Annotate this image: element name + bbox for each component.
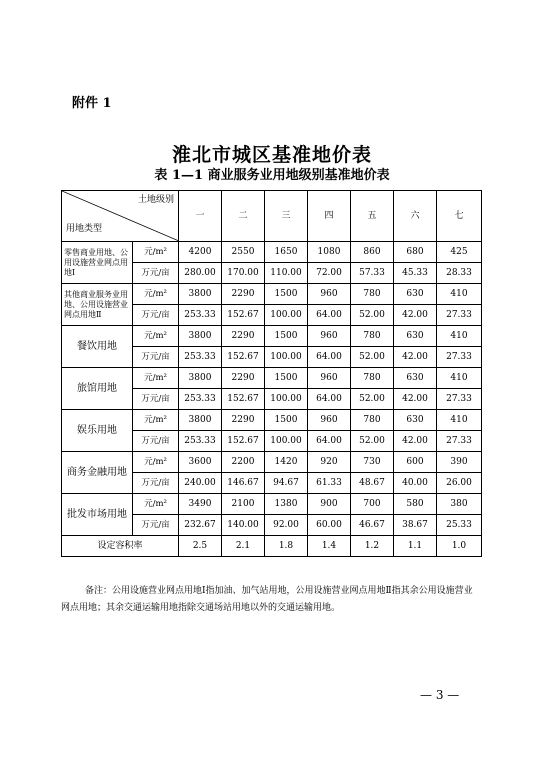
category-cell: 商务金融用地 (62, 452, 133, 494)
price-cell: 253.33 (179, 431, 222, 452)
unit-cell: 万元/亩 (133, 347, 179, 368)
price-cell: 580 (394, 494, 437, 515)
price-cell: 42.00 (394, 347, 437, 368)
unit-cell: 元/m² (133, 284, 179, 305)
price-cell: 100.00 (265, 389, 308, 410)
unit-cell: 元/m² (133, 326, 179, 347)
price-cell: 2290 (222, 284, 265, 305)
price-cell: 1420 (265, 452, 308, 473)
document-title: 淮北市城区基准地价表 (171, 144, 372, 166)
price-cell: 253.33 (179, 389, 222, 410)
price-cell: 600 (394, 452, 437, 473)
price-cell: 240.00 (179, 473, 222, 494)
price-cell: 410 (437, 410, 482, 431)
price-cell: 3800 (179, 368, 222, 389)
price-cell: 52.00 (351, 305, 394, 326)
price-cell: 170.00 (222, 263, 265, 284)
price-cell: 152.67 (222, 347, 265, 368)
unit-cell: 万元/亩 (133, 305, 179, 326)
price-cell: 64.00 (308, 347, 351, 368)
price-cell: 410 (437, 326, 482, 347)
unit-cell: 元/m² (133, 452, 179, 473)
price-cell: 410 (437, 368, 482, 389)
price-cell: 960 (308, 326, 351, 347)
table-row (62, 410, 482, 431)
table-subtitle: 表 1—1 商业服务业用地级别基准地价表 (154, 168, 390, 183)
far-row (62, 536, 482, 557)
price-cell: 1500 (265, 368, 308, 389)
price-cell: 630 (394, 326, 437, 347)
price-cell: 28.33 (437, 263, 482, 284)
price-cell: 52.00 (351, 347, 394, 368)
category-cell: 旅馆用地 (62, 368, 133, 410)
price-cell: 64.00 (308, 389, 351, 410)
price-cell: 2100 (222, 494, 265, 515)
price-cell: 46.67 (351, 515, 394, 536)
unit-cell: 元/m² (133, 368, 179, 389)
level-header: 四 (308, 191, 351, 242)
price-cell: 57.33 (351, 263, 394, 284)
price-cell: 52.00 (351, 431, 394, 452)
price-cell: 630 (394, 410, 437, 431)
level-header: 三 (265, 191, 308, 242)
unit-cell: 元/m² (133, 410, 179, 431)
footnote: 备注：公用设施营业网点用地Ⅰ指加油、加气站用地，公用设施营业网点用地Ⅱ指其余公用设施营业网点用地；其余交通运输用地指除交通场站用地以外的交通运输用地。 (61, 586, 473, 613)
price-cell: 253.33 (179, 305, 222, 326)
table-row (62, 368, 482, 389)
price-cell: 3600 (179, 452, 222, 473)
price-cell: 27.33 (437, 389, 482, 410)
table-row (62, 284, 482, 305)
price-cell: 100.00 (265, 431, 308, 452)
price-cell: 25.33 (437, 515, 482, 536)
far-value: 1.2 (351, 536, 394, 557)
price-cell: 280.00 (179, 263, 222, 284)
price-cell: 27.33 (437, 305, 482, 326)
level-header: 一 (179, 191, 222, 242)
price-cell: 900 (308, 494, 351, 515)
price-cell: 730 (351, 452, 394, 473)
price-cell: 780 (351, 326, 394, 347)
price-cell: 1650 (265, 242, 308, 263)
price-cell: 64.00 (308, 305, 351, 326)
table-row (62, 326, 482, 347)
level-header: 二 (222, 191, 265, 242)
price-cell: 920 (308, 452, 351, 473)
unit-cell: 万元/亩 (133, 473, 179, 494)
price-cell: 92.00 (265, 515, 308, 536)
price-cell: 680 (394, 242, 437, 263)
price-cell: 27.33 (437, 347, 482, 368)
price-cell: 1500 (265, 410, 308, 431)
level-header: 六 (394, 191, 437, 242)
unit-cell: 万元/亩 (133, 389, 179, 410)
price-cell: 52.00 (351, 389, 394, 410)
unit-cell: 元/m² (133, 242, 179, 263)
far-value: 1.8 (265, 536, 308, 557)
price-cell: 4200 (179, 242, 222, 263)
price-cell: 1080 (308, 242, 351, 263)
unit-cell: 万元/亩 (133, 263, 179, 284)
price-cell: 780 (351, 284, 394, 305)
price-cell: 1500 (265, 284, 308, 305)
header-row (62, 191, 482, 242)
category-cell: 批发市场用地 (62, 494, 133, 536)
far-value: 1.1 (394, 536, 437, 557)
far-label: 设定容积率 (62, 536, 179, 557)
far-value: 1.4 (308, 536, 351, 557)
price-cell: 232.67 (179, 515, 222, 536)
price-cell: 152.67 (222, 389, 265, 410)
price-cell: 38.67 (394, 515, 437, 536)
price-cell: 2200 (222, 452, 265, 473)
price-cell: 48.67 (351, 473, 394, 494)
price-cell: 152.67 (222, 305, 265, 326)
price-cell: 2290 (222, 410, 265, 431)
table-row (62, 242, 482, 263)
price-cell: 26.00 (437, 473, 482, 494)
category-cell: 娱乐用地 (62, 410, 133, 452)
price-cell: 960 (308, 410, 351, 431)
price-cell: 380 (437, 494, 482, 515)
price-cell: 3800 (179, 284, 222, 305)
far-value: 2.5 (179, 536, 222, 557)
price-cell: 630 (394, 368, 437, 389)
attachment-label: 附件 1 (72, 96, 112, 111)
price-cell: 146.67 (222, 473, 265, 494)
category-cell: 餐饮用地 (62, 326, 133, 368)
price-cell: 110.00 (265, 263, 308, 284)
price-cell: 60.00 (308, 515, 351, 536)
price-cell: 425 (437, 242, 482, 263)
price-cell: 45.33 (394, 263, 437, 284)
price-cell: 100.00 (265, 305, 308, 326)
price-cell: 42.00 (394, 305, 437, 326)
price-cell: 40.00 (394, 473, 437, 494)
price-cell: 780 (351, 368, 394, 389)
price-cell: 64.00 (308, 431, 351, 452)
level-header: 七 (437, 191, 482, 242)
price-cell: 140.00 (222, 515, 265, 536)
price-cell: 780 (351, 410, 394, 431)
price-cell: 253.33 (179, 347, 222, 368)
land-price-table (61, 190, 482, 557)
corner-cell (62, 191, 179, 242)
price-cell: 3800 (179, 410, 222, 431)
price-cell: 3490 (179, 494, 222, 515)
price-cell: 1500 (265, 326, 308, 347)
price-cell: 27.33 (437, 431, 482, 452)
category-cell: 其他商业服务业用地、公用设施营业网点用地Ⅱ (62, 284, 133, 326)
price-cell: 960 (308, 368, 351, 389)
category-cell: 零售商业用地、公用设施营业网点用地Ⅰ (62, 242, 133, 284)
price-cell: 3800 (179, 326, 222, 347)
price-cell: 72.00 (308, 263, 351, 284)
corner-top-label: 土地级别 (137, 195, 174, 205)
price-cell: 390 (437, 452, 482, 473)
price-cell: 100.00 (265, 347, 308, 368)
price-cell: 960 (308, 284, 351, 305)
price-cell: 860 (351, 242, 394, 263)
price-cell: 2290 (222, 326, 265, 347)
corner-bottom-label: 用地类型 (66, 224, 103, 234)
price-cell: 94.67 (265, 473, 308, 494)
price-cell: 61.33 (308, 473, 351, 494)
far-value: 2.1 (222, 536, 265, 557)
unit-cell: 元/m² (133, 494, 179, 515)
price-cell: 700 (351, 494, 394, 515)
price-cell: 2290 (222, 368, 265, 389)
table-row (62, 494, 482, 515)
price-cell: 1380 (265, 494, 308, 515)
level-header: 五 (351, 191, 394, 242)
far-value: 1.0 (437, 536, 482, 557)
price-cell: 42.00 (394, 389, 437, 410)
unit-cell: 万元/亩 (133, 515, 179, 536)
price-cell: 42.00 (394, 431, 437, 452)
price-cell: 630 (394, 284, 437, 305)
table-row (62, 452, 482, 473)
unit-cell: 万元/亩 (133, 431, 179, 452)
price-cell: 152.67 (222, 431, 265, 452)
page-number: — 3 — (420, 688, 460, 702)
price-cell: 2550 (222, 242, 265, 263)
price-cell: 410 (437, 284, 482, 305)
